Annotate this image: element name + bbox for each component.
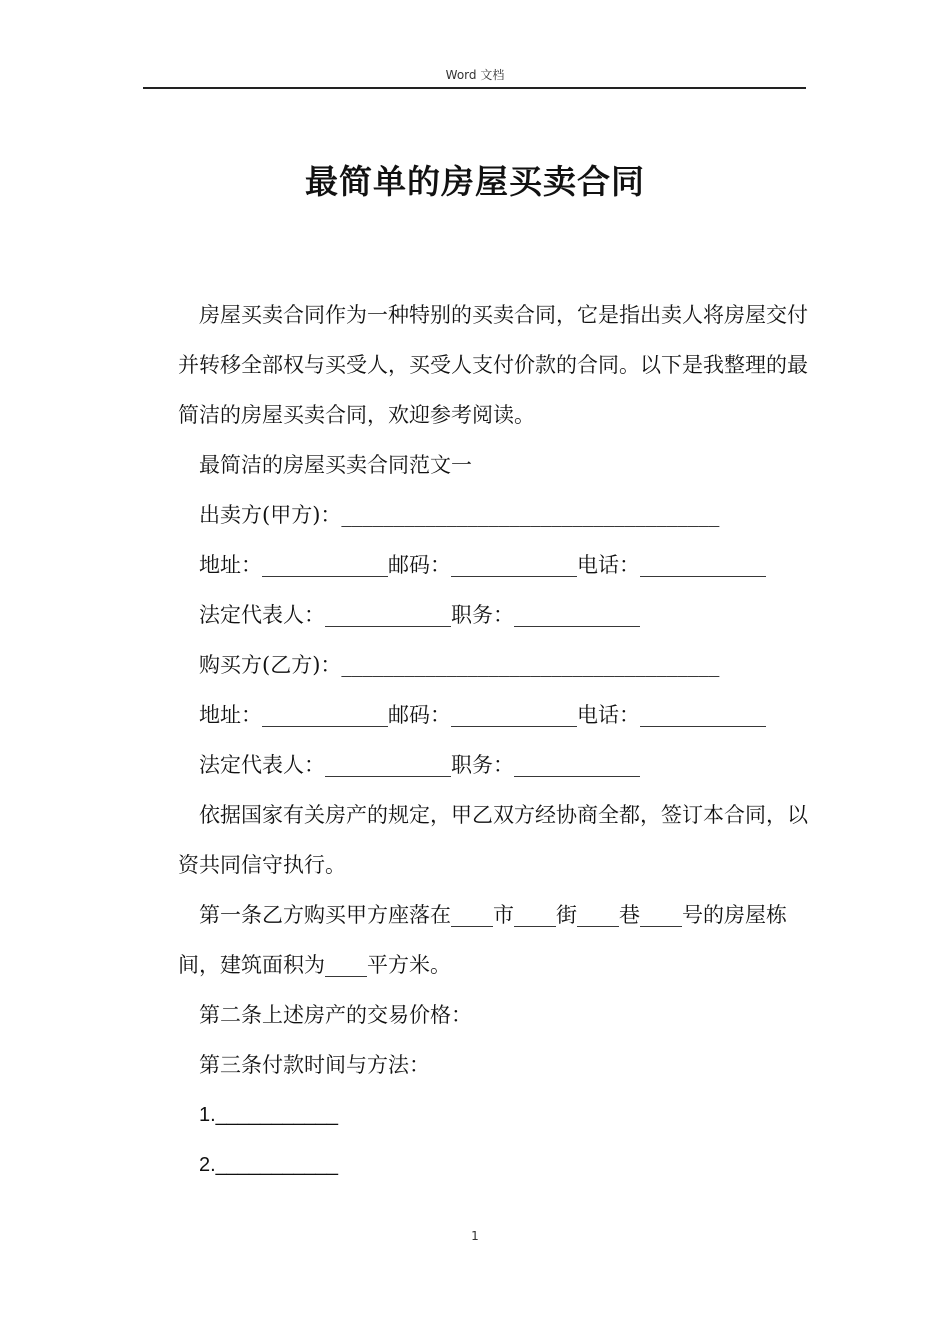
article-1-paragraph: 第一条乙方购买甲方座落在____市____街____巷____号的房屋栋间，建筑面积为____平方米。: [178, 903, 787, 977]
sample-heading: 最简洁的房屋买卖合同范文一: [199, 453, 472, 477]
header-divider: [143, 87, 806, 89]
payment-item-1: 1.___________: [199, 1104, 339, 1126]
buyer-contact-line: 地址：____________邮码：____________电话：____________: [199, 703, 766, 727]
seller-contact-line: 地址：____________邮码：____________电话：____________: [199, 553, 766, 577]
article-3-paragraph: 第三条付款时间与方法：: [199, 1053, 430, 1077]
payment-item-2: 2.___________: [199, 1154, 339, 1176]
intro-paragraph: 房屋买卖合同作为一种特别的买卖合同，它是指出卖人将房屋交付并转移全部权与买受人，买受人支付价款的合同。以下是我整理的最简洁的房屋买卖合同，欢迎参考阅读。: [178, 303, 808, 427]
page-header: Word 文档: [445, 68, 505, 82]
document-body: [178, 290, 810, 1190]
seller-line: 出卖方(甲方)：____________________________________: [199, 503, 720, 527]
buyer-representative-line: 法定代表人：____________职务：____________: [199, 753, 640, 777]
document-title: 最简单的房屋买卖合同: [305, 162, 645, 201]
seller-representative-line: 法定代表人：____________职务：____________: [199, 603, 640, 627]
page-number: 1: [471, 1229, 479, 1243]
article-2-paragraph: 第二条上述房产的交易价格：: [199, 1003, 472, 1027]
basis-paragraph: 依据国家有关房产的规定，甲乙双方经协商全都，签订本合同，以资共同信守执行。: [178, 803, 808, 877]
buyer-line: 购买方(乙方)：____________________________________: [199, 653, 720, 677]
